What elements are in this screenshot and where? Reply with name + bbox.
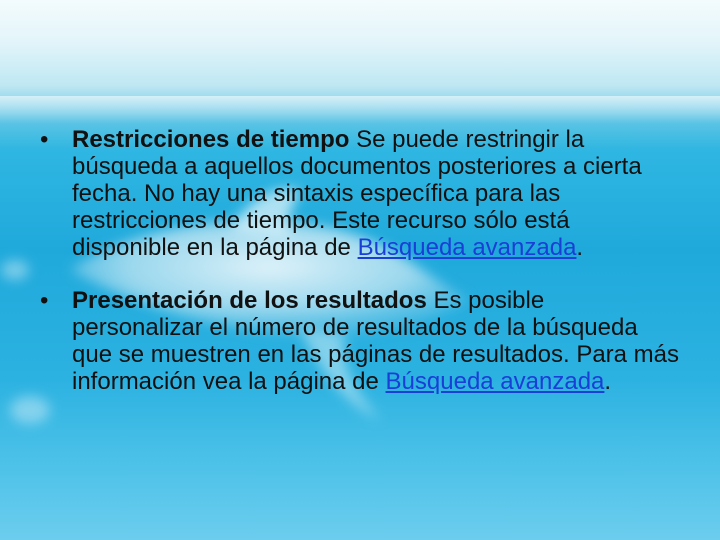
advanced-search-link[interactable]: Búsqueda avanzada [357,234,577,261]
bullet-time-restrictions [40,126,680,261]
bullet-results-display [40,287,680,395]
bullet-text: Es posible personalizar el número de resultados de la búsqueda que se muestren en las páginas de resultados. Para más información vea la página de [72,287,680,395]
advanced-search-link[interactable]: Búsqueda avanzada [385,368,605,395]
term-label: Restricciones de tiempo [72,126,350,153]
slide-content [40,126,680,421]
bullet-end: . [576,234,584,261]
bullet-icon: • [40,287,49,314]
bullet-end: . [604,368,612,395]
term-label: Presentación de los resultados [72,287,427,314]
bullet-text: Se puede restringir la búsqueda a aquellos documentos posteriores a cierta fecha. No hay una sintaxis específica para las restricciones de tiempo. Este recurso sólo está disponible en la página de [72,126,642,261]
horizon-glow [0,96,720,124]
bullet-icon: • [40,126,49,153]
